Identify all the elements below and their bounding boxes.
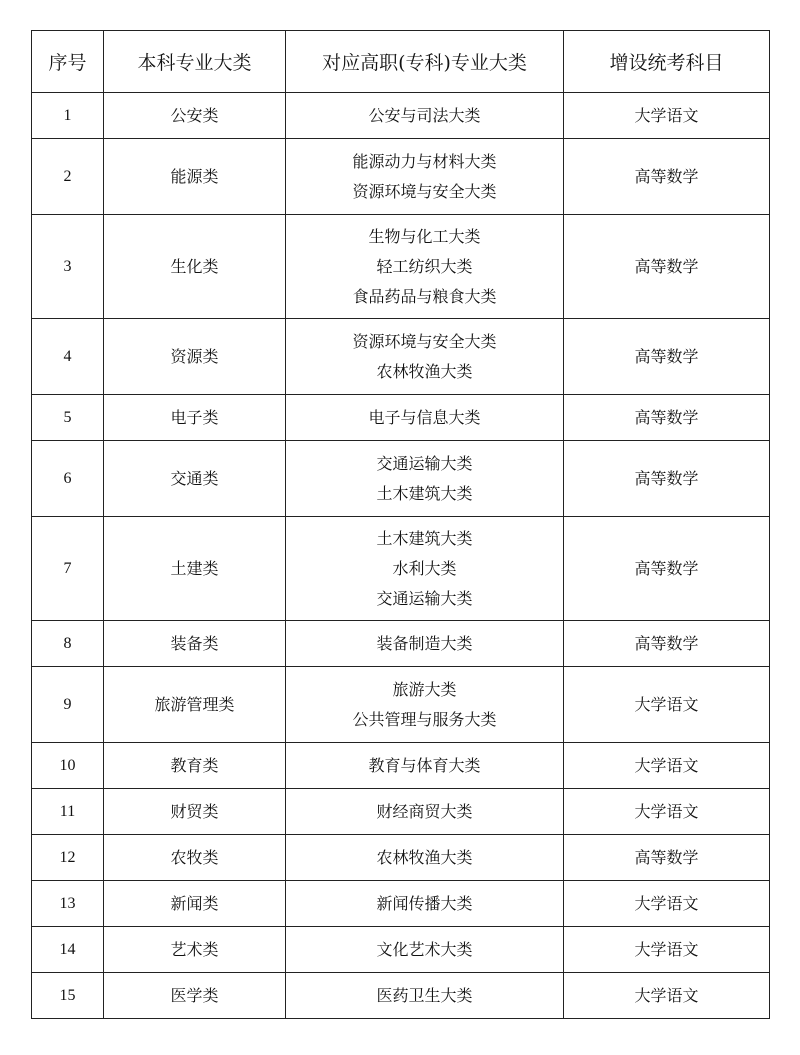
vocational-category <box>286 881 564 927</box>
table-row <box>32 621 770 667</box>
vocational-line: 资源环境与安全大类 <box>352 181 497 201</box>
table-row <box>32 927 770 973</box>
vocational-line: 食品药品与粮食大类 <box>352 286 497 306</box>
serial-number: 4 <box>32 319 104 395</box>
vocational-category <box>286 667 564 743</box>
vocational-line: 教育与体育大类 <box>368 755 481 775</box>
serial-number: 9 <box>32 667 104 743</box>
vocational-line: 能源动力与材料大类 <box>352 151 497 171</box>
table-row <box>32 517 770 621</box>
vocational-line: 生物与化工大类 <box>368 226 481 246</box>
undergrad-category: 新闻类 <box>104 881 286 927</box>
undergrad-category: 医学类 <box>104 973 286 1019</box>
undergrad-category: 教育类 <box>104 743 286 789</box>
vocational-category <box>286 319 564 395</box>
vocational-line: 财经商贸大类 <box>376 801 473 821</box>
exam-subject: 高等数学 <box>564 215 770 319</box>
header-vocational-category: 对应高职(专科)专业大类 <box>286 31 564 93</box>
vocational-line: 医药卫生大类 <box>376 985 473 1005</box>
vocational-line: 土木建筑大类 <box>376 483 473 503</box>
header-exam-subject: 增设统考科目 <box>564 31 770 93</box>
vocational-line: 交通运输大类 <box>376 453 473 473</box>
table-row <box>32 835 770 881</box>
table-row <box>32 789 770 835</box>
vocational-category <box>286 789 564 835</box>
table-row <box>32 667 770 743</box>
undergrad-category: 旅游管理类 <box>104 667 286 743</box>
vocational-line: 公安与司法大类 <box>368 105 481 125</box>
serial-number: 12 <box>32 835 104 881</box>
vocational-line: 新闻传播大类 <box>376 893 473 913</box>
serial-number: 8 <box>32 621 104 667</box>
exam-subject: 高等数学 <box>564 319 770 395</box>
vocational-category <box>286 973 564 1019</box>
undergrad-category: 土建类 <box>104 517 286 621</box>
vocational-category <box>286 395 564 441</box>
exam-subject: 大学语文 <box>564 667 770 743</box>
serial-number: 1 <box>32 93 104 139</box>
serial-number: 10 <box>32 743 104 789</box>
exam-subject: 大学语文 <box>564 927 770 973</box>
table-row <box>32 743 770 789</box>
vocational-line: 文化艺术大类 <box>376 939 473 959</box>
table-row <box>32 973 770 1019</box>
undergrad-category: 艺术类 <box>104 927 286 973</box>
vocational-line: 公共管理与服务大类 <box>352 709 497 729</box>
undergrad-category: 交通类 <box>104 441 286 517</box>
vocational-category <box>286 139 564 215</box>
header-serial-number: 序号 <box>32 31 104 93</box>
table-header-row <box>32 31 770 93</box>
major-mapping-table <box>31 30 770 1019</box>
vocational-line: 资源环境与安全大类 <box>352 331 497 351</box>
undergrad-category: 财贸类 <box>104 789 286 835</box>
vocational-line: 土木建筑大类 <box>376 528 473 548</box>
vocational-line: 交通运输大类 <box>376 588 473 608</box>
vocational-category <box>286 517 564 621</box>
serial-number: 3 <box>32 215 104 319</box>
vocational-category <box>286 743 564 789</box>
undergrad-category: 资源类 <box>104 319 286 395</box>
undergrad-category: 能源类 <box>104 139 286 215</box>
exam-subject: 高等数学 <box>564 621 770 667</box>
exam-subject: 大学语文 <box>564 743 770 789</box>
table-row <box>32 319 770 395</box>
vocational-line: 水利大类 <box>392 558 457 578</box>
table-row <box>32 93 770 139</box>
serial-number: 11 <box>32 789 104 835</box>
serial-number: 7 <box>32 517 104 621</box>
undergrad-category: 公安类 <box>104 93 286 139</box>
vocational-line: 电子与信息大类 <box>368 407 481 427</box>
exam-subject: 大学语文 <box>564 93 770 139</box>
exam-subject: 高等数学 <box>564 139 770 215</box>
serial-number: 6 <box>32 441 104 517</box>
exam-subject: 高等数学 <box>564 441 770 517</box>
vocational-category <box>286 93 564 139</box>
exam-subject: 大学语文 <box>564 973 770 1019</box>
undergrad-category: 装备类 <box>104 621 286 667</box>
vocational-category <box>286 441 564 517</box>
table-row <box>32 215 770 319</box>
exam-subject: 高等数学 <box>564 517 770 621</box>
undergrad-category: 农牧类 <box>104 835 286 881</box>
serial-number: 13 <box>32 881 104 927</box>
table-row <box>32 881 770 927</box>
table-row <box>32 395 770 441</box>
exam-subject: 大学语文 <box>564 789 770 835</box>
vocational-category <box>286 835 564 881</box>
vocational-line: 旅游大类 <box>392 679 457 699</box>
serial-number: 15 <box>32 973 104 1019</box>
exam-subject: 高等数学 <box>564 395 770 441</box>
vocational-line: 装备制造大类 <box>376 633 473 653</box>
table-row <box>32 139 770 215</box>
vocational-line: 农林牧渔大类 <box>376 361 473 381</box>
vocational-category <box>286 927 564 973</box>
serial-number: 14 <box>32 927 104 973</box>
undergrad-category: 生化类 <box>104 215 286 319</box>
header-undergrad-category: 本科专业大类 <box>104 31 286 93</box>
vocational-line: 轻工纺织大类 <box>376 256 473 276</box>
exam-subject: 大学语文 <box>564 881 770 927</box>
exam-subject: 高等数学 <box>564 835 770 881</box>
table-row <box>32 441 770 517</box>
serial-number: 2 <box>32 139 104 215</box>
vocational-category <box>286 621 564 667</box>
vocational-line: 农林牧渔大类 <box>376 847 473 867</box>
serial-number: 5 <box>32 395 104 441</box>
vocational-category <box>286 215 564 319</box>
undergrad-category: 电子类 <box>104 395 286 441</box>
